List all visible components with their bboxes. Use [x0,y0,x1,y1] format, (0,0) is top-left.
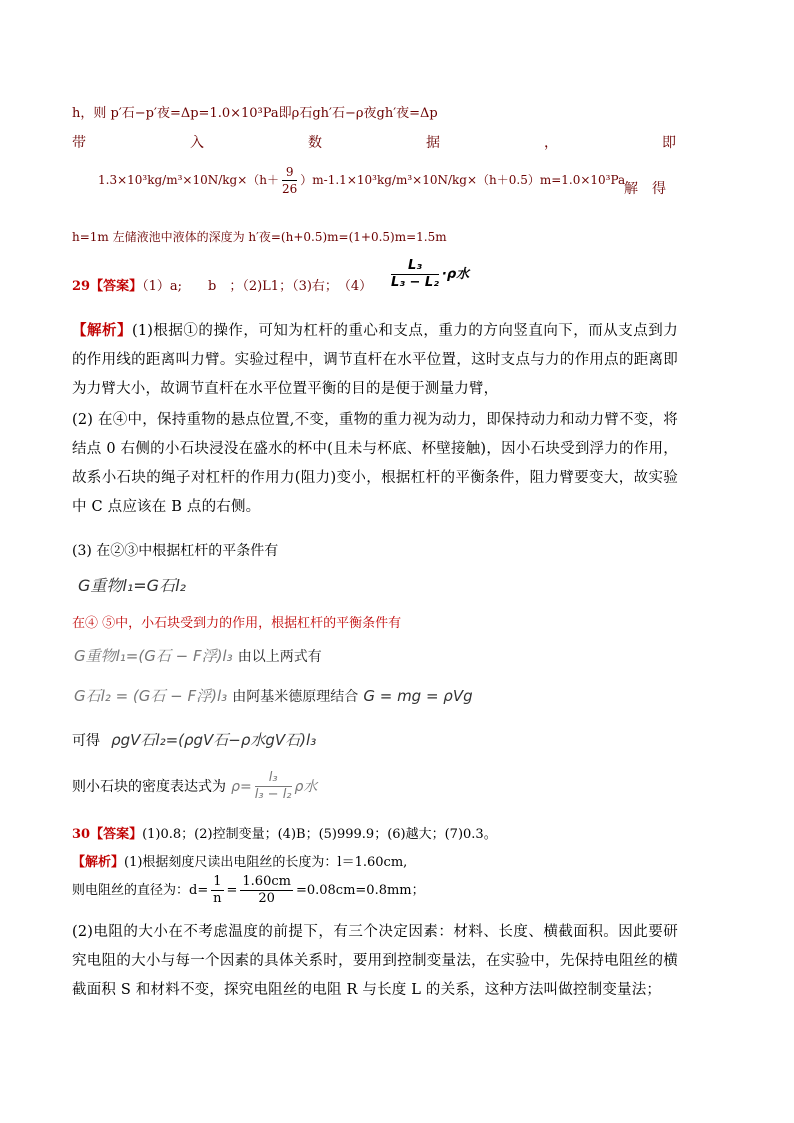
word: 据 [426,135,440,151]
formula-derived: ρgV石l₂=(ρgV石−ρ水gV石)l₃ [111,731,317,749]
frac-num: l₃ [255,770,292,787]
density-lhs: ρ= [231,779,252,795]
word: 即 [662,135,676,151]
eq-substitution [98,164,625,197]
q30-analysis-p3: (2)电阻的大小在不考虑温度的前提下，有三个决定因素：材料、长度、横截面积。因此要研究电阻的大小与每一个因素的具体关系时，要用到控制变量法，在实验中，先保持电阻丝的横截面积 S 和材料不变，探究电阻丝的电阻 R 与长度 L 的关系，这种方法叫做控制变量法； [72,924,678,998]
formula-lever-3-tail: 由阿基米德原理结合 [232,689,359,705]
fraction-length-20 [240,874,293,907]
formula-lever-2-tail: 由以上两式有 [237,649,322,665]
word: ， [544,135,558,151]
formula-lever-2-line [74,645,322,666]
density-fraction [255,770,292,803]
analysis-text: (1)根据①的操作，可知为杠杆的重心和支点，重力的方向竖直向下，而从支点到力的作用线的距离叫力臂。实验过程中，调节直杆在水平位置，这时支点与力的作用点的距离即为力臂大小，故调节直杆在水平位置平衡的目的是便于测量力臂， [72,323,678,397]
word: 数 [308,135,322,151]
frac-den: L₃ − L₂ [391,275,439,290]
analysis-label: 【解析】 [72,855,125,870]
frac-den: n [213,891,222,906]
rho-water: ·ρ水 [441,267,470,282]
fraction-1-n [211,874,223,907]
fraction-l3 [391,258,439,291]
q29-answer [72,275,372,294]
eq-pressure-difference: h，则 p′石−p′夜=Δp=1.0×10³Pa即ρ石gh′石−ρ夜gh′夜=Δp [72,106,438,121]
formula-lever-2: G重物l₁=(G石 − F浮)l₃ [74,647,233,665]
frac-num: L₃ [391,258,439,275]
frac-num: 1.60cm [242,874,291,889]
answer-text: （1）a; b ；（2)L1；（3)右； （4） [142,279,373,294]
equals: = [226,883,238,898]
rho-water: ρ水 [294,779,318,795]
eq-right: ）m-1.1×10³kg/m³×10N/kg×（h＋0.5）m=1.0×10³Pa [300,173,626,187]
formula-lever-3-line [74,685,473,706]
density-label: 则小石块的密度表达式为 [72,779,226,795]
frac-den: l₃ − l₂ [254,787,292,802]
answer-text: (1)0.8；(2)控制变量；(4)B；(5)999.9；(6)越大；(7)0.3。 [142,827,497,842]
frac-den: 20 [258,891,275,906]
analysis-text: (1)根据刻度尺读出电阻丝的长度为：l＝1.60cm, [124,855,408,870]
q29-analysis-p2: (2) 在④中，保持重物的悬点位置,不变，重物的重力视为动力，即保持动力和动力臂不变，将结点 0 右侧的小石块浸没在盛水的杯中(且未与杯底、杯壁接触)，因小石块受到浮力的作用，故系小石块的绳子对杠杆的作用力(阻力)变小，根据杠杆的平衡条件，阻力臂要变大，故实验中 C 点应该在 B 点的右侧。 [72,412,678,515]
analysis-label: 【解析】 [72,322,132,339]
eq-depth: h=1m 左储液池中液体的深度为 h′夜=(h+0.5)m=(1+0.5)m=1.5m [72,230,447,244]
q30-answer [72,823,497,842]
substitute-line [72,132,676,152]
frac-num: 9 [282,164,297,181]
formula-archimedes: G = mg = ρVg [363,687,473,705]
fraction-9-26 [282,164,297,197]
q29-analysis-p1 [72,316,678,404]
formula-lever-3: G石l₂ = (G石 − F浮)l₃ [74,687,228,705]
q29-density-fraction [388,258,469,291]
frac-num: 1 [213,874,222,889]
q29-analysis-p4: 在④ ⑤中，小石块受到力的作用，根据杠杆的平衡条件有 [72,616,402,631]
diameter-result: =0.08cm=0.8mm； [295,883,425,898]
answer-label: 29【答案】 [72,279,143,294]
diameter-lhs: 则电阻丝的直径为：d= [72,883,209,898]
q30-diameter-line [72,874,425,907]
word: 入 [190,135,204,151]
answer-label: 30【答案】 [72,827,143,842]
density-expression-line [72,770,317,803]
q29-analysis-p3: (3) 在②③中根据杠杆的平条件有 [72,543,279,559]
formula-lever-1: G重物l₁=G石l₂ [78,576,186,595]
frac-den: 26 [282,182,298,196]
q30-analysis-p1 [72,851,407,870]
word: 带 [72,135,86,151]
eq-left: 1.3×10³kg/m³×10N/kg×（h＋ [98,173,280,187]
formula-derived-line [72,729,316,750]
derived-label: 可得 [72,733,100,749]
solve-label: 解 得 [624,181,666,197]
